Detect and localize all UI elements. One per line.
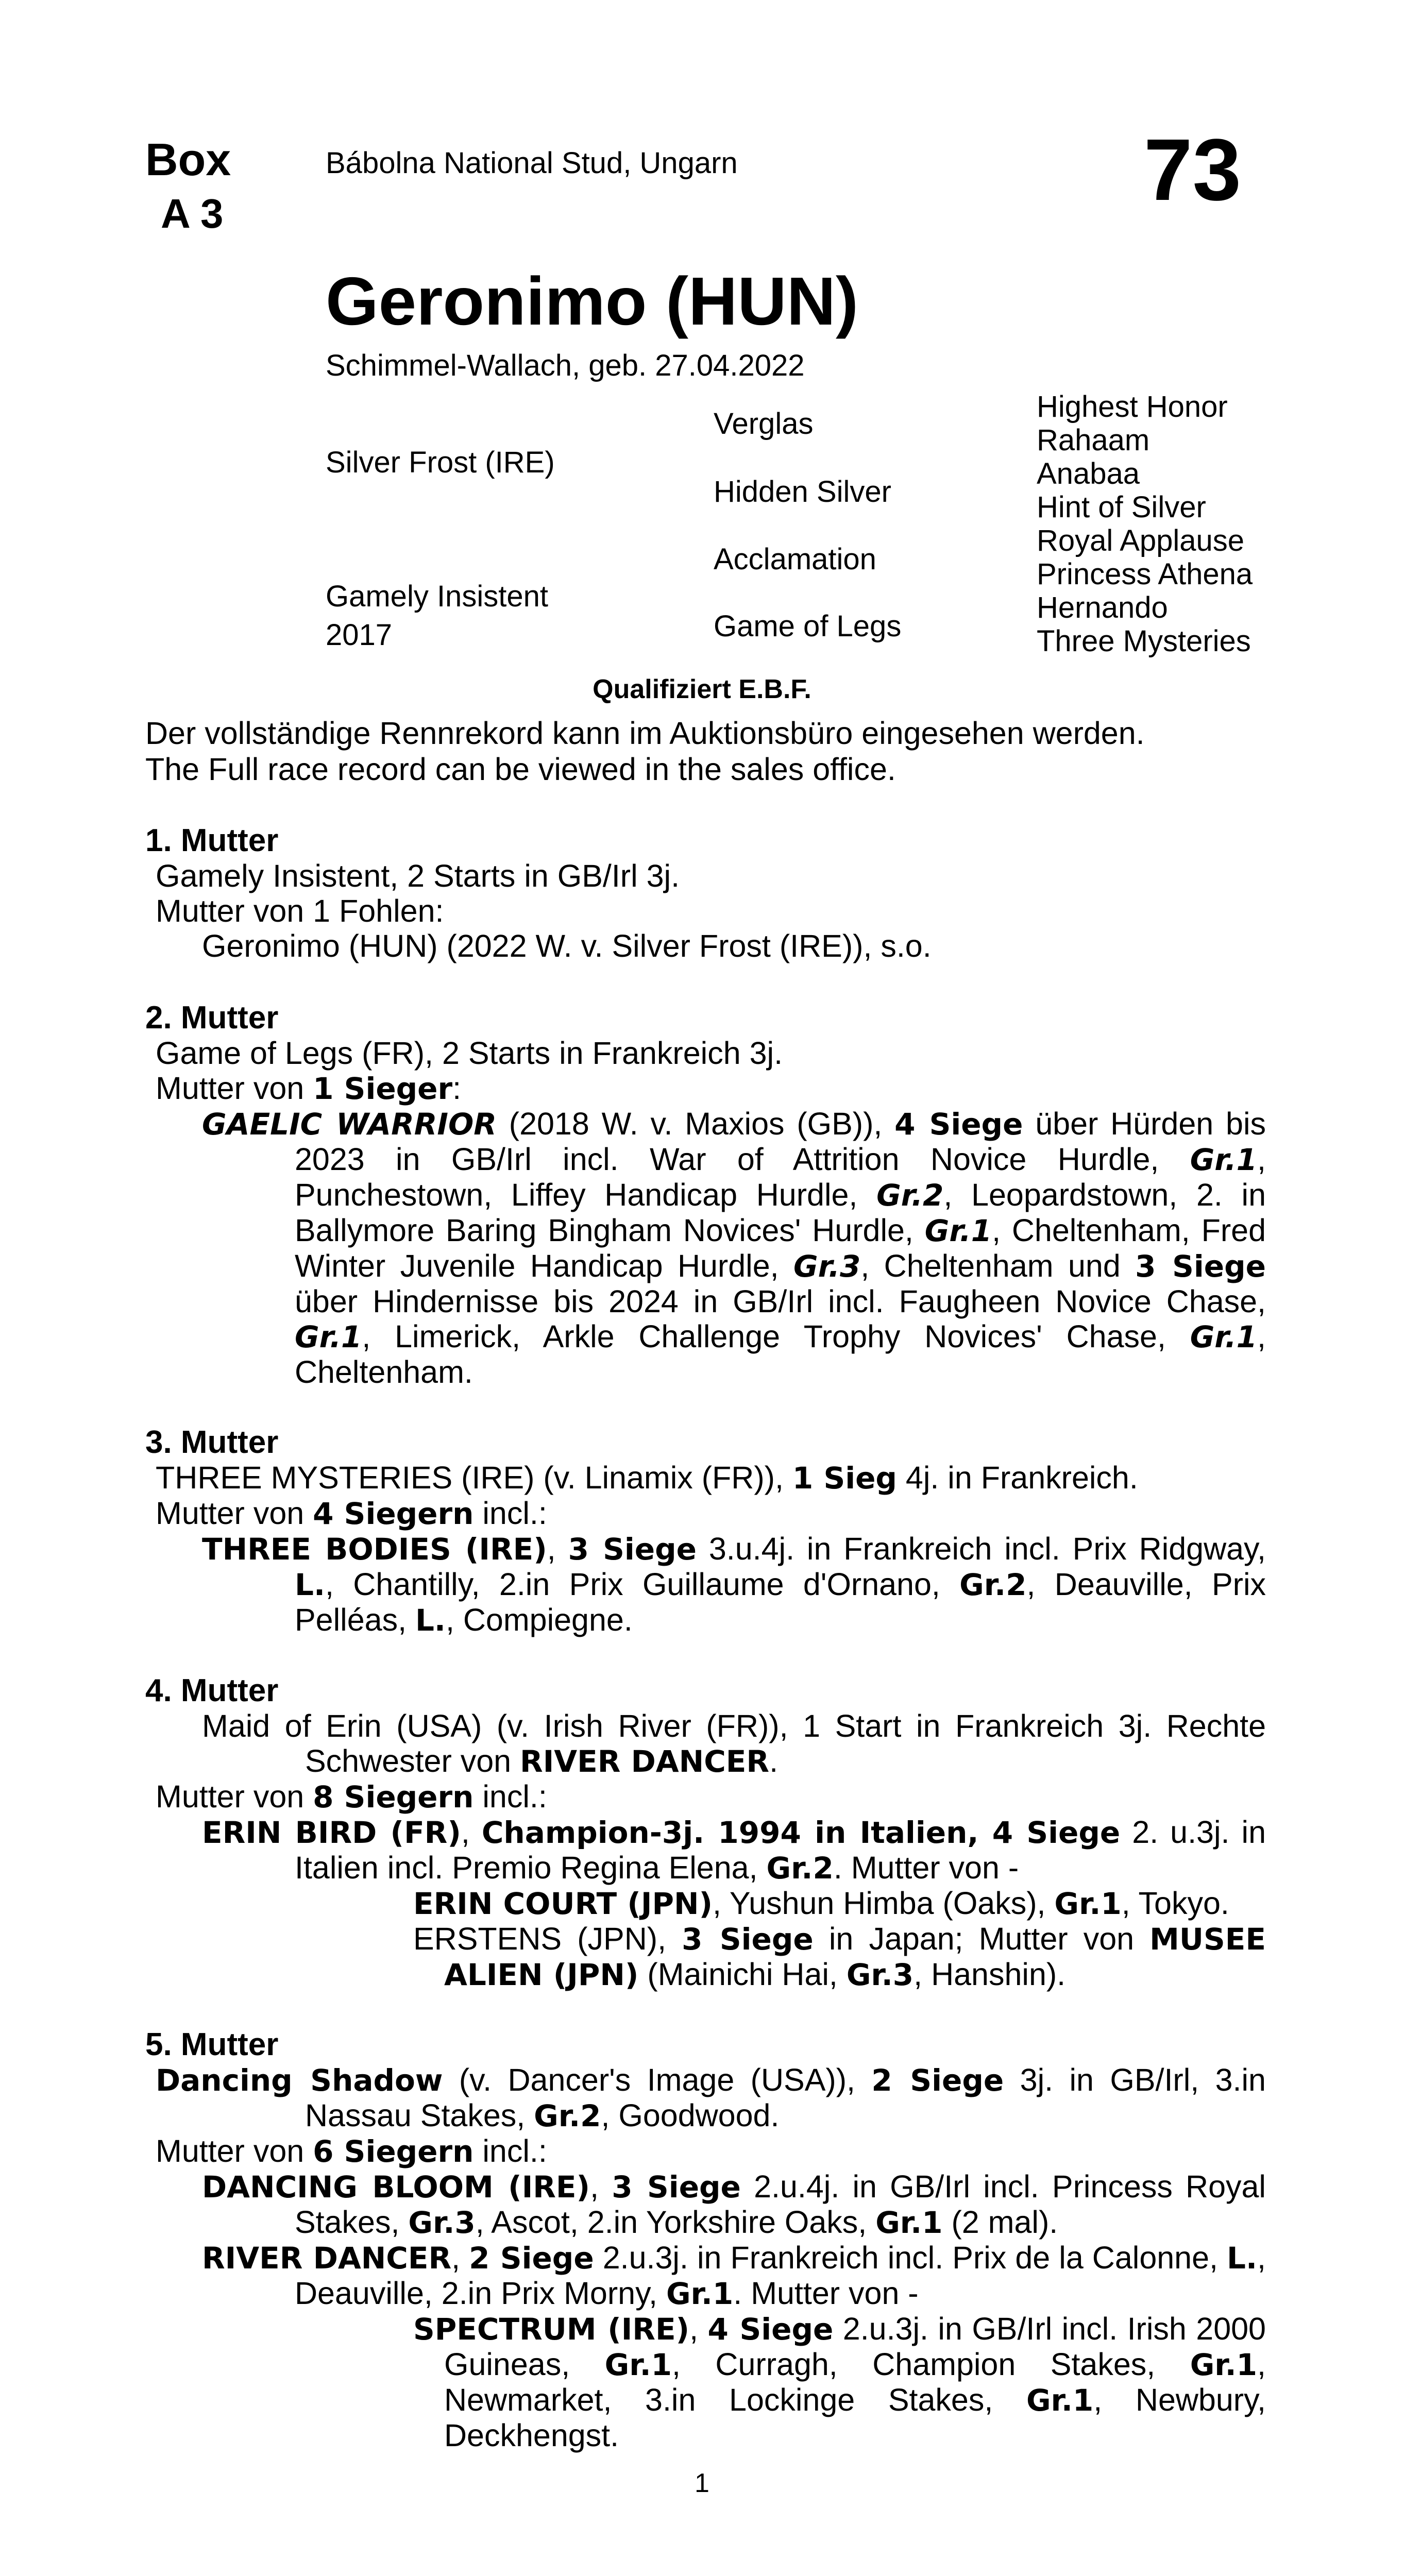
produce-entry: ERIN COURT (JPN), Yushun Himba (Oaks), Gr.1, Tokyo.	[413, 1886, 1229, 1921]
dam-record: Maid of Erin (USA) (v. Irish River (FR)), 1 Start in Frankreich 3j. Rechte Schwester von RIVER DANCER.	[202, 1708, 1266, 1779]
dam-record: Gamely Insistent, 2 Starts in GB/Irl 3j.	[156, 858, 680, 893]
notice-english: The Full race record can be viewed in the sales office.	[145, 752, 896, 787]
produce-heading: Mutter von 8 Siegern incl.:	[156, 1779, 547, 1815]
produce-heading: Mutter von 1 Fohlen:	[156, 893, 444, 928]
section-title: 4. Mutter	[145, 1673, 279, 1708]
pedigree-sire: Silver Frost (IRE)	[326, 446, 555, 479]
pedigree-great-grandparent: Highest Honor	[1037, 390, 1228, 423]
produce-entry: ERSTENS (JPN), 3 Siege in Japan; Mutter von MUSEE ALIEN (JPN) (Mainichi Hai, Gr.3, Hanshin).	[413, 1921, 1266, 1992]
notice-german: Der vollständige Rennrekord kann im Auktionsbüro eingesehen werden.	[145, 716, 1145, 751]
pedigree-dam-year: 2017	[326, 618, 393, 652]
pedigree-great-grandparent: Princess Athena	[1037, 557, 1253, 591]
box-number: A 3	[161, 191, 224, 236]
produce-entry: RIVER DANCER, 2 Siege 2.u.3j. in Frankreich incl. Prix de la Calonne, L., Deauville, 2.in Prix Morny, Gr.1. Mutter von -	[202, 2240, 1266, 2311]
produce-heading: Mutter von 4 Siegern incl.:	[156, 1496, 547, 1531]
box-label: Box	[145, 134, 231, 185]
produce-entry: ERIN BIRD (FR), Champion-3j. 1994 in Italien, 4 Siege 2. u.3j. in Italien incl. Premio Regina Elena, Gr.2. Mutter von -	[202, 1815, 1266, 1886]
section-fifth-dam	[145, 2027, 1266, 2453]
pedigree-grandparent: Verglas	[714, 407, 814, 440]
produce-heading: Mutter von 1 Sieger:	[156, 1071, 462, 1106]
lot-number: 73	[1144, 121, 1242, 219]
section-fourth-dam	[145, 1673, 1266, 1992]
section-third-dam	[145, 1425, 1266, 1638]
page-number: 1	[695, 2468, 709, 2498]
pedigree-great-grandparents	[1037, 390, 1253, 658]
produce-entry: THREE BODIES (IRE), 3 Siege 3.u.4j. in Frankreich incl. Prix Ridgway, L., Chantilly, 2.in Prix Guillaume d'Ornano, Gr.2, Deauville, Prix Pelléas, L., Compiegne.	[202, 1531, 1266, 1638]
section-first-dam	[145, 823, 1266, 963]
dam-record: Dancing Shadow (v. Dancer's Image (USA)), 2 Siege 3j. in GB/Irl, 3.in Nassau Stakes, Gr.2, Goodwood.	[156, 2062, 1266, 2133]
section-title: 3. Mutter	[145, 1425, 279, 1460]
pedigree-grandparent: Acclamation	[714, 543, 876, 576]
section-second-dam	[145, 1001, 1266, 1389]
pedigree-dam: Gamely Insistent	[326, 580, 548, 613]
qualification: Qualifiziert E.B.F.	[593, 674, 811, 704]
pedigree-grandparent: Game of Legs	[714, 609, 902, 643]
dam-record: Game of Legs (FR), 2 Starts in Frankreich 3j.	[156, 1036, 783, 1071]
pedigree-great-grandparent: Anabaa	[1037, 457, 1140, 490]
section-title: 1. Mutter	[145, 823, 279, 858]
pedigree-great-grandparent: Three Mysteries	[1037, 624, 1251, 658]
produce-entry: GAELIC WARRIOR (2018 W. v. Maxios (GB)), 4 Siege über Hürden bis 2023 in GB/Irl incl. War of Attrition Novice Hurdle, Gr.1, Punchestown, Liffey Handicap Hurdle, Gr.2, Leopardstown, 2. in Ballymore Baring Bingham Novices' Hurdle, Gr.1, Cheltenham, Fred Winter Juvenile Handicap Hurdle, Gr.3, Cheltenham und 3 Siege über Hindernisse bis 2024 in GB/Irl incl. Faugheen Novice Chase, Gr.1, Limerick, Arkle Challenge Trophy Novices' Chase, Gr.1, Cheltenham.	[202, 1106, 1266, 1389]
pedigree-great-grandparent: Royal Applause	[1037, 524, 1245, 557]
pedigree-grandparent: Hidden Silver	[714, 475, 891, 509]
produce-heading: Mutter von 6 Siegern incl.:	[156, 2133, 547, 2169]
produce-entry: DANCING BLOOM (IRE), 3 Siege 2.u.4j. in GB/Irl incl. Princess Royal Stakes, Gr.3, Ascot, 2.in Yorkshire Oaks, Gr.1 (2 mal).	[202, 2169, 1266, 2240]
produce-entry: Geronimo (HUN) (2022 W. v. Silver Frost (IRE)), s.o.	[202, 928, 932, 963]
horse-name: Geronimo (HUN)	[326, 263, 858, 339]
breeder: Bábolna National Stud, Ungarn	[326, 146, 738, 180]
pedigree-great-grandparent: Hernando	[1037, 591, 1168, 624]
section-title: 5. Mutter	[145, 2027, 279, 2062]
race-record-notice	[145, 715, 1145, 787]
produce-entry: SPECTRUM (IRE), 4 Siege 2.u.3j. in GB/Irl incl. Irish 2000 Guineas, Gr.1, Curragh, Champion Stakes, Gr.1, Newmarket, 3.in Lockinge Stakes, Gr.1, Newbury, Deckhengst.	[413, 2311, 1266, 2453]
pedigree-great-grandparent: Rahaam	[1037, 423, 1150, 457]
pedigree-great-grandparent: Hint of Silver	[1037, 490, 1206, 524]
dam-record: THREE MYSTERIES (IRE) (v. Linamix (FR)), 1 Sieg 4j. in Frankreich.	[156, 1460, 1138, 1496]
section-title: 2. Mutter	[145, 1000, 279, 1036]
horse-description: Schimmel-Wallach, geb. 27.04.2022	[326, 349, 805, 382]
